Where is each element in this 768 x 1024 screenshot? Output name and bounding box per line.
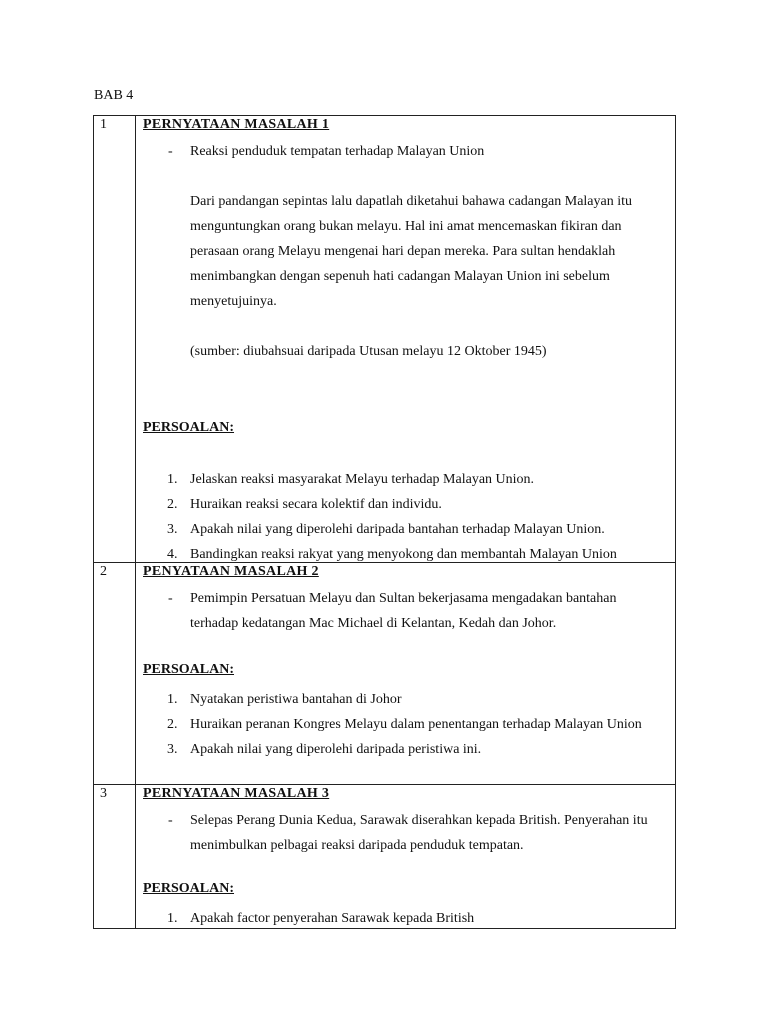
question-text: Jelaskan reaksi masyarakat Melayu terhadap Malayan Union. (190, 472, 535, 487)
problem-bullet-text: Reaksi penduduk tempatan terhadap Malayan Union (190, 144, 485, 159)
problem-bullet (168, 586, 668, 636)
problem-bullet-text: Selepas Perang Dunia Kedua, Sarawak diserahkan kepada British. Penyerahan itu menimbulkan pelbagai reaksi daripada penduduk tempatan. (190, 813, 648, 853)
problem-row (94, 563, 676, 785)
question-item (136, 687, 666, 712)
question-item (136, 906, 666, 928)
questions-label: PERSOALAN: (143, 420, 235, 435)
dash-bullet-icon: - (168, 813, 173, 828)
question-number: 3. (167, 522, 178, 537)
problem-statement-table (93, 115, 676, 929)
question-text: Apakah factor penyerahan Sarawak kepada British (190, 911, 475, 926)
dash-bullet-icon: - (168, 144, 173, 159)
problem-heading: PERNYATAAN MASALAH 1 (143, 117, 330, 132)
question-list (136, 467, 666, 562)
problem-row (94, 785, 676, 929)
problem-paragraph: Dari pandangan sepintas lalu dapatlah diketahui bahawa cadangan Malayan itu menguntungkan orang bukan melayu. Hal ini amat mencemaskan fikiran dan perasaan orang Melayu mengenai hari depan mereka. Para sultan hendaklah menimbangkan dengan sepenuh hati cadangan Malayan Union ini sebelum menyetujuinya. (190, 194, 632, 309)
question-text: Nyatakan peristiwa bantahan di Johor (190, 692, 402, 707)
source-citation: (sumber: diubahsuai daripada Utusan melayu 12 Oktober 1945) (190, 344, 547, 359)
question-number: 2. (167, 717, 178, 732)
question-item (136, 517, 666, 542)
question-list (136, 687, 666, 762)
dash-bullet-icon: - (168, 591, 173, 606)
problem-number: 3 (94, 785, 136, 929)
problem-bullet (168, 139, 668, 164)
question-text: Apakah nilai yang diperolehi daripada peristiwa ini. (190, 742, 482, 757)
problem-content (136, 116, 676, 563)
question-item (136, 492, 666, 517)
question-text: Apakah nilai yang diperolehi daripada bantahan terhadap Malayan Union. (190, 522, 605, 537)
question-item (136, 737, 666, 762)
question-text: Bandingkan reaksi rakyat yang menyokong dan membantah Malayan Union (190, 547, 617, 562)
problem-bullet-text: Pemimpin Persatuan Melayu dan Sultan bekerjasama mengadakan bantahan terhadap kedatangan Mac Michael di Kelantan, Kedah dan Johor. (190, 591, 617, 631)
question-item (136, 542, 666, 562)
question-text: Huraikan reaksi secara kolektif dan individu. (190, 497, 442, 512)
chapter-title: BAB 4 (94, 88, 134, 103)
question-number: 1. (167, 911, 178, 926)
problem-row (94, 116, 676, 563)
question-item (136, 467, 666, 492)
problem-heading: PENYATAAN MASALAH 2 (143, 564, 319, 579)
problem-content (136, 785, 676, 929)
questions-label: PERSOALAN: (143, 662, 235, 677)
question-number: 1. (167, 472, 178, 487)
question-number: 4. (167, 547, 178, 562)
question-list (136, 906, 666, 928)
problem-bullet (168, 808, 668, 858)
question-number: 3. (167, 742, 178, 757)
question-text: Huraikan peranan Kongres Melayu dalam penentangan terhadap Malayan Union (190, 717, 642, 732)
problem-content (136, 563, 676, 785)
question-number: 2. (167, 497, 178, 512)
problem-number: 1 (94, 116, 136, 563)
question-item (136, 712, 666, 737)
question-number: 1. (167, 692, 178, 707)
problem-heading: PERNYATAAN MASALAH 3 (143, 786, 330, 801)
questions-label: PERSOALAN: (143, 881, 235, 896)
problem-number: 2 (94, 563, 136, 785)
